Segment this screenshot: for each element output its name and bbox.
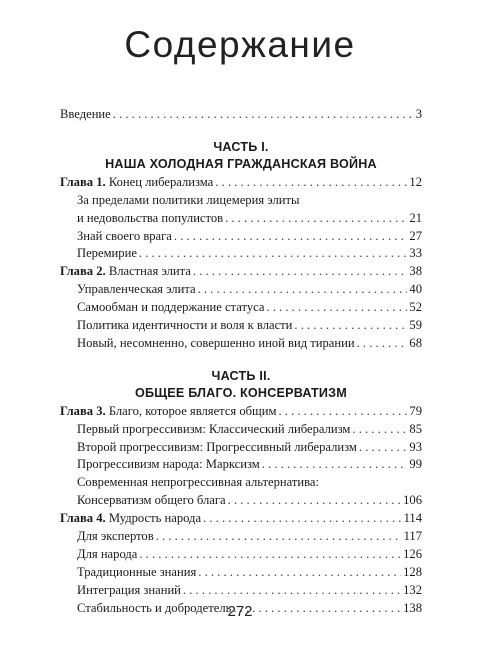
dot-leader xyxy=(113,106,414,124)
toc-subentry xyxy=(60,228,422,246)
chapter-title: Благо, которое является общим xyxy=(108,403,277,418)
toc-entry-label: Управленческая элита xyxy=(77,282,196,297)
toc-subentry xyxy=(60,317,422,335)
dot-leader xyxy=(266,299,407,317)
toc-entry-label xyxy=(60,263,191,281)
toc-entry-label: Для народа xyxy=(77,546,138,561)
dot-leader xyxy=(359,439,408,457)
part-title: НАША ХОЛОДНАЯ ГРАЖДАНСКАЯ ВОЙНА xyxy=(105,157,377,172)
chapter-number: Глава 1. xyxy=(60,174,106,189)
toc-subentry xyxy=(60,439,422,457)
toc-entry-label: Знай своего врага xyxy=(77,228,172,243)
toc-chapter-3 xyxy=(60,403,422,421)
toc-entry-label: Традиционные знания xyxy=(77,564,197,579)
toc-entry-label: Второй прогрессивизм: Прогрессивный либерализм xyxy=(77,439,357,454)
toc-page-number: 79 xyxy=(409,403,422,418)
toc-entry-label: Политика идентичности и воля к власти xyxy=(77,318,293,333)
toc-entry-label: За пределами политики лицемерия элиты xyxy=(77,192,300,207)
dot-leader xyxy=(262,456,408,474)
toc-entry-label: Консерватизм общего блага xyxy=(77,493,226,508)
toc-page-number: 33 xyxy=(409,246,422,261)
dot-leader xyxy=(139,546,401,564)
toc-entry-label: и недовольства популистов xyxy=(77,210,224,225)
toc-page-number: 138 xyxy=(403,600,422,615)
toc-subentry xyxy=(60,582,422,600)
toc-page-number: 93 xyxy=(409,439,422,454)
toc-subentry xyxy=(60,335,422,353)
toc-page-number: 27 xyxy=(409,228,422,243)
toc-entry-label: Для экспертов xyxy=(77,529,154,544)
table-of-contents xyxy=(60,106,422,617)
dot-leader xyxy=(352,421,407,439)
dot-leader xyxy=(228,492,401,510)
toc-entry-label: Стабильность и добродетель xyxy=(77,600,232,615)
toc-page-number: 126 xyxy=(403,546,422,561)
dot-leader xyxy=(278,403,407,421)
toc-subentry xyxy=(60,474,422,492)
chapter-title: Мудрость народа xyxy=(108,511,202,526)
chapter-title: Конец либерализма xyxy=(108,174,214,189)
toc-entry-label xyxy=(60,174,213,192)
toc-chapter-1 xyxy=(60,174,422,192)
dot-leader xyxy=(198,564,401,582)
dot-leader xyxy=(156,528,402,546)
toc-subentry xyxy=(60,299,422,317)
toc-chapter-2 xyxy=(60,263,422,281)
page-number: 272 xyxy=(227,603,253,620)
part-label: ЧАСТЬ II. xyxy=(211,368,271,383)
toc-subentry xyxy=(60,421,422,439)
chapter-number: Глава 4. xyxy=(60,511,106,526)
toc-page-number: 85 xyxy=(409,421,422,436)
toc-subentry xyxy=(60,528,422,546)
dot-leader xyxy=(203,510,402,528)
part-title: ОБЩЕЕ БЛАГО. КОНСЕРВАТИЗМ xyxy=(135,386,347,401)
toc-chapter-4 xyxy=(60,510,422,528)
dot-leader xyxy=(174,228,408,246)
chapter-title: Властная элита xyxy=(108,264,191,279)
toc-subentry xyxy=(60,492,422,510)
toc-subentry xyxy=(60,456,422,474)
toc-page-number: 12 xyxy=(409,174,422,189)
toc-page-number: 106 xyxy=(403,493,422,508)
dot-leader xyxy=(357,335,408,353)
toc-page-number: 59 xyxy=(409,318,422,333)
toc-subentry xyxy=(60,210,422,228)
toc-page-number: 132 xyxy=(403,582,422,597)
toc-page-number: 128 xyxy=(403,564,422,579)
toc-page-number: 117 xyxy=(403,529,422,544)
toc-subentry xyxy=(60,245,422,263)
dot-leader xyxy=(198,281,408,299)
chapter-number: Глава 3. xyxy=(60,403,106,418)
toc-entry-label: Самообман и поддержание статуса xyxy=(77,300,265,315)
dot-leader xyxy=(139,245,407,263)
toc-subentry xyxy=(60,546,422,564)
toc-entry-label xyxy=(60,403,276,421)
toc-entry-label: Перемирие xyxy=(77,246,137,261)
page-title: Содержание xyxy=(124,24,356,65)
toc-entry-label: Новый, несомненно, совершенно иной вид тирании xyxy=(77,335,355,350)
toc-page-number: 21 xyxy=(409,210,422,225)
toc-page-number: 68 xyxy=(409,335,422,350)
toc-subentry xyxy=(60,281,422,299)
toc-page-number: 3 xyxy=(415,107,422,121)
toc-entry-label: Введение xyxy=(60,107,111,121)
chapter-number: Глава 2. xyxy=(60,264,106,279)
toc-page-number: 40 xyxy=(409,282,422,297)
dot-leader xyxy=(183,582,401,600)
toc-entry-intro xyxy=(60,106,422,124)
dot-leader xyxy=(193,263,408,281)
dot-leader xyxy=(225,210,407,228)
toc-subentry xyxy=(60,192,422,210)
toc-page-number: 114 xyxy=(403,511,422,526)
toc-entry-label: Интеграция знаний xyxy=(77,582,181,597)
dot-leader xyxy=(294,317,407,335)
dot-leader xyxy=(215,174,407,192)
toc-page-number: 38 xyxy=(409,264,422,279)
toc-page-number: 99 xyxy=(409,457,422,472)
toc-entry-label: Первый прогрессивизм: Классический либерализм xyxy=(77,421,351,436)
toc-entry-label: Современная непрогрессивная альтернатива: xyxy=(77,475,320,490)
toc-subentry xyxy=(60,564,422,582)
toc-entry-label: Прогрессивизм народа: Марксизм xyxy=(77,457,260,472)
toc-entry-label xyxy=(60,510,201,528)
part-label: ЧАСТЬ I. xyxy=(213,139,269,154)
toc-page-number: 52 xyxy=(409,300,422,315)
